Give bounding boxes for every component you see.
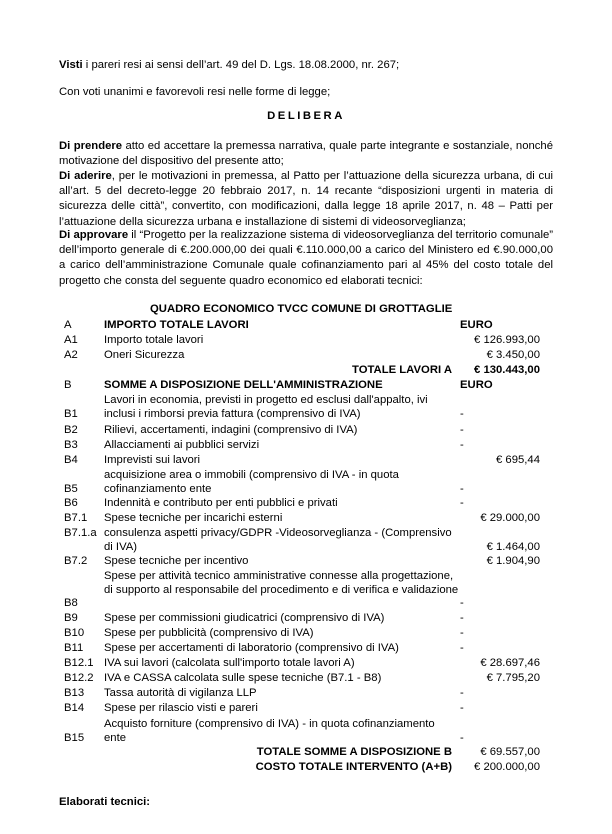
table-row-label: IVA e CASSA calcolata sulle spese tecniche (B7.1 - B8) — [104, 672, 382, 684]
table-row-code: B5 — [64, 482, 78, 495]
di-approvare-paragraph: Di approvare il “Progetto per la realizzazione sistema di videosorveglianza del territorio comunale” dell’importo generale di €.200.000,00 dei quali €.110.000,00 a carico del Ministero ed €.90.000,00 a carico dell’amministrazione Comunale quale cofinanziamento pari al 45% del costo totale del progetto che consta del seguente quadro economico ed elaborati tecnici: — [59, 229, 553, 287]
table-row-code: B12.2 — [64, 672, 94, 684]
section-a-label: IMPORTO TOTALE LAVORI — [104, 319, 249, 331]
table-row-code: A2 — [64, 349, 78, 361]
visti-paragraph: Visti i pareri resi ai sensi dell’art. 49 del D. Lgs. 18.08.2000, nr. 267; — [59, 59, 400, 71]
table-row-dash: - — [460, 642, 464, 654]
table-row-code: B10 — [64, 627, 85, 639]
totale-somme-label: TOTALE SOMME A DISPOSIZIONE B — [256, 746, 452, 758]
table-row-amount: € 126.993,00 — [474, 334, 540, 346]
table-row-amount: € 1.904,90 — [486, 555, 540, 567]
section-a-currency: EURO — [460, 319, 493, 331]
table-row-label: Spese per pubblicità (comprensivo di IVA) — [104, 627, 314, 639]
table-row-label: acquisizione area o immobili (comprensivo di IVA - in quota cofinanziamento ente — [104, 469, 399, 495]
table-row-dash: - — [460, 407, 464, 420]
table-row-label: Spese per commissioni giudicatrici (comprensivo di IVA) — [104, 612, 385, 624]
table-row-code: A1 — [64, 334, 78, 346]
section-b-label: SOMME A DISPOSIZIONE DELL'AMMINISTRAZIONE — [104, 379, 383, 391]
table-row-label: Allacciamenti ai pubblici servizi — [104, 439, 260, 451]
table-row-code: B3 — [64, 439, 78, 451]
table-row-amount: € 29.000,00 — [480, 512, 540, 524]
section-a-code: A — [64, 319, 72, 331]
table-row-amount: € 1.464,00 — [486, 540, 540, 553]
table-row-label: Spese per attività tecnico amministrative connesse alla progettazione, di supporto al responsabile del procedimento e di verifica e validazione — [104, 570, 459, 596]
table-row-label: Oneri Sicurezza — [104, 349, 185, 361]
table-row-code: B11 — [64, 642, 84, 654]
section-b-code: B — [64, 379, 72, 391]
table-row-code: B1 — [64, 407, 78, 420]
totale-lavori-amount: € 130.443,00 — [474, 364, 540, 376]
table-row-label: Acquisto forniture (comprensivo di IVA) - in quota cofinanziamento ente — [104, 718, 435, 744]
table-row-amount: € 7.795,20 — [486, 672, 540, 684]
table-row-amount: € 28.697,46 — [480, 657, 540, 669]
table-row-dash: - — [460, 702, 464, 714]
table-row-label: Lavori in economia, previsti in progetto ed esclusi dall'appalto, ivi inclusi i rimborsi previa fattura (comprensivo di IVA) — [104, 394, 428, 420]
table-row-label: Spese per accertamenti di laboratorio (comprensivo di IVA) — [104, 642, 399, 654]
table-row-label: Rilievi, accertamenti, indagini (comprensivo di IVA) — [104, 424, 358, 436]
table-row-dash: - — [460, 687, 464, 699]
quadro-economico-title: QUADRO ECONOMICO TVCC COMUNE DI GROTTAGLIE — [150, 303, 453, 315]
table-row-label: consulenza aspetti privacy/GDPR -Videosorveglianza - (Comprensivo di IVA) — [104, 527, 452, 553]
totale-somme-amount: € 69.557,00 — [480, 746, 540, 758]
table-row-dash: - — [460, 597, 464, 609]
table-row-dash: - — [460, 439, 464, 451]
table-row-code: B4 — [64, 454, 78, 466]
table-row-code: B15 — [64, 731, 85, 744]
table-row-code: B9 — [64, 612, 78, 624]
di-aderire-paragraph: Di aderire, per le motivazioni in premessa, al Patto per l’attuazione della sicurezza urbana, di cui all’art. 5 del decreto-legge 20 febbraio 2017, n. 14 recante “disposizioni urgenti in materia di sicurezza delle città”, convertito, con modificazioni, dalla legge 18 aprile 2017, n. 48 – Patti per l’attuazione della sicurezza urbana e installazione di sistemi di videosorveglianza; — [59, 170, 553, 228]
table-row-label: Spese per rilascio visti e pareri — [104, 702, 258, 714]
elaborati-heading: Elaborati tecnici: — [59, 796, 151, 808]
table-row-amount: € 695,44 — [496, 454, 540, 466]
table-row-label: Spese tecniche per incentivo — [104, 555, 249, 567]
table-row-dash: - — [460, 731, 464, 744]
table-row-code: B6 — [64, 497, 78, 509]
table-row-code: B7.1 — [64, 512, 88, 524]
table-row-label: Tassa autorità di vigilanza LLP — [104, 687, 257, 699]
table-row-code: B2 — [64, 424, 78, 436]
table-row-label: Importo totale lavori — [104, 334, 204, 346]
table-row-dash: - — [460, 424, 464, 436]
table-row-amount: € 3.450,00 — [486, 349, 540, 361]
delibera-heading: DELIBERA — [267, 110, 345, 122]
table-row-dash: - — [460, 482, 464, 495]
voti-paragraph: Con voti unanimi e favorevoli resi nelle forme di legge; — [59, 86, 331, 98]
table-row-label: Spese tecniche per incarichi esterni — [104, 512, 283, 524]
di-prendere-paragraph: Di prendere atto ed accettare la premessa narrativa, quale parte integrante e sostanziale, nonché motivazione del dispositivo del presente atto; — [59, 140, 553, 168]
table-row-code: B14 — [64, 702, 85, 714]
table-row-dash: - — [460, 497, 464, 509]
totale-lavori-label: TOTALE LAVORI A — [352, 364, 452, 376]
section-b-currency: EURO — [460, 379, 493, 391]
table-row-label: Imprevisti sui lavori — [104, 454, 201, 466]
table-row-dash: - — [460, 612, 464, 624]
table-row-dash: - — [460, 627, 464, 639]
table-row-code: B7.1.a — [64, 527, 97, 539]
table-row-label: Indennità e contributo per enti pubblici e privati — [104, 497, 338, 509]
table-row-label: IVA sui lavori (calcolata sull'importo totale lavori A) — [104, 657, 355, 669]
table-row-code: B7.2 — [64, 555, 88, 567]
table-row-code: B12.1 — [64, 657, 94, 669]
costo-totale-label: COSTO TOTALE INTERVENTO (A+B) — [255, 761, 452, 773]
costo-totale-amount: € 200.000,00 — [474, 761, 540, 773]
table-row-code: B13 — [64, 687, 85, 699]
table-row-code: B8 — [64, 597, 78, 609]
